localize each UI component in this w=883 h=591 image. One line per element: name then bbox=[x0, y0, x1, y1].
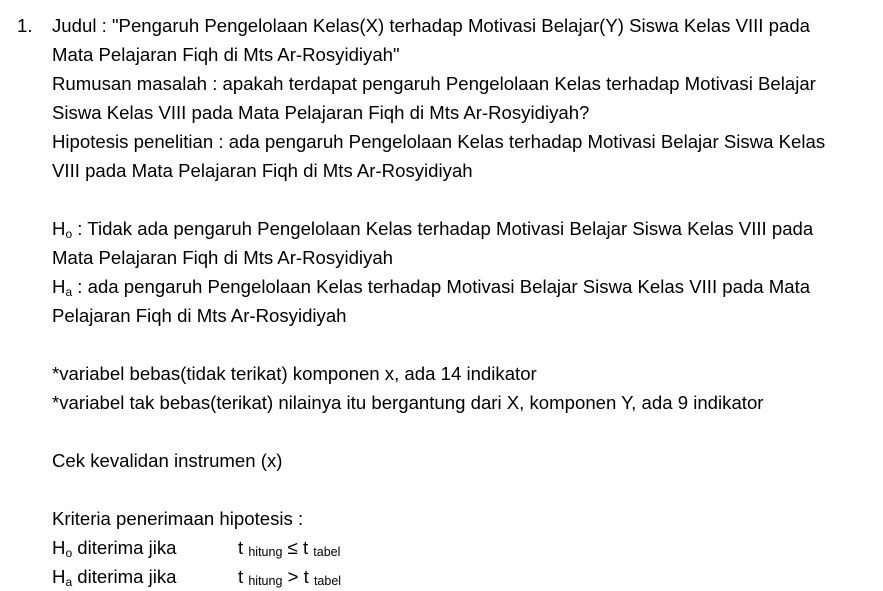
criteria-label-h0: $H_o$ diterima jika bbox=[52, 537, 177, 560]
criteria-label-ha: $H_a$ diterima jika bbox=[52, 566, 177, 589]
criteria-row-h0 bbox=[52, 533, 878, 562]
criteria-row-ha bbox=[52, 562, 878, 591]
alt-hypothesis-line-2: Pelajaran Fiqh di Mts Ar-Rosyidiyah bbox=[52, 305, 347, 326]
criteria-formula-ha: t hitung > t tabel bbox=[238, 566, 342, 588]
criteria-formula-h0: t hitung ≤ t tabel bbox=[238, 537, 341, 559]
problem-statement-line-2: Siswa Kelas VIII pada Mata Pelajaran Fiqh di Mts Ar-Rosyidiyah? bbox=[52, 102, 590, 123]
ha-subscript: a bbox=[65, 285, 73, 299]
spacer bbox=[52, 185, 878, 214]
alt-hypothesis-line-1 bbox=[52, 272, 878, 301]
dependent-variable-note: *variabel tak bebas(terikat) nilainya itu bergantung dari X, komponen Y, ada 9 indikator bbox=[52, 392, 764, 413]
spacer bbox=[52, 330, 878, 359]
independent-variable-note: *variabel bebas(tidak terikat) komponen x, ada 14 indikator bbox=[52, 363, 537, 384]
spacer bbox=[52, 417, 878, 446]
hypothesis-line-2: VIII pada Mata Pelajaran Fiqh di Mts Ar-Rosyidiyah bbox=[52, 160, 473, 181]
hypothesis-line-1: Hipotesis penelitian : ada pengaruh Pengelolaan Kelas terhadap Motivasi Belajar Siswa Kelas bbox=[52, 131, 826, 152]
list-number: 1. bbox=[17, 15, 33, 36]
ha-text: : ada pengaruh Pengelolaan Kelas terhadap Motivasi Belajar Siswa Kelas VIII pada Mata bbox=[72, 276, 811, 297]
null-hypothesis-line-2: Mata Pelajaran Fiqh di Mts Ar-Rosyidiyah bbox=[52, 247, 394, 268]
spacer bbox=[52, 475, 878, 504]
ha-letter: H bbox=[52, 276, 66, 297]
validity-check-line: Cek kevalidan instrumen (x) bbox=[52, 450, 283, 471]
list-item-content bbox=[52, 11, 878, 591]
h0-subscript: o bbox=[65, 227, 73, 241]
problem-statement-line-1: Rumusan masalah : apakah terdapat pengaruh Pengelolaan Kelas terhadap Motivasi Belajar bbox=[52, 73, 816, 94]
criteria-title: Kriteria penerimaan hipotesis : bbox=[52, 508, 304, 529]
h0-text: : Tidak ada pengaruh Pengelolaan Kelas terhadap Motivasi Belajar Siswa Kelas VIII pada bbox=[72, 218, 814, 239]
title-line-2: Mata Pelajaran Fiqh di Mts Ar-Rosyidiyah" bbox=[52, 44, 400, 65]
h0-letter: H bbox=[52, 218, 66, 239]
null-hypothesis-line-1 bbox=[52, 214, 878, 243]
title-line-1: Judul : "Pengaruh Pengelolaan Kelas(X) terhadap Motivasi Belajar(Y) Siswa Kelas VIII pada bbox=[52, 15, 811, 36]
